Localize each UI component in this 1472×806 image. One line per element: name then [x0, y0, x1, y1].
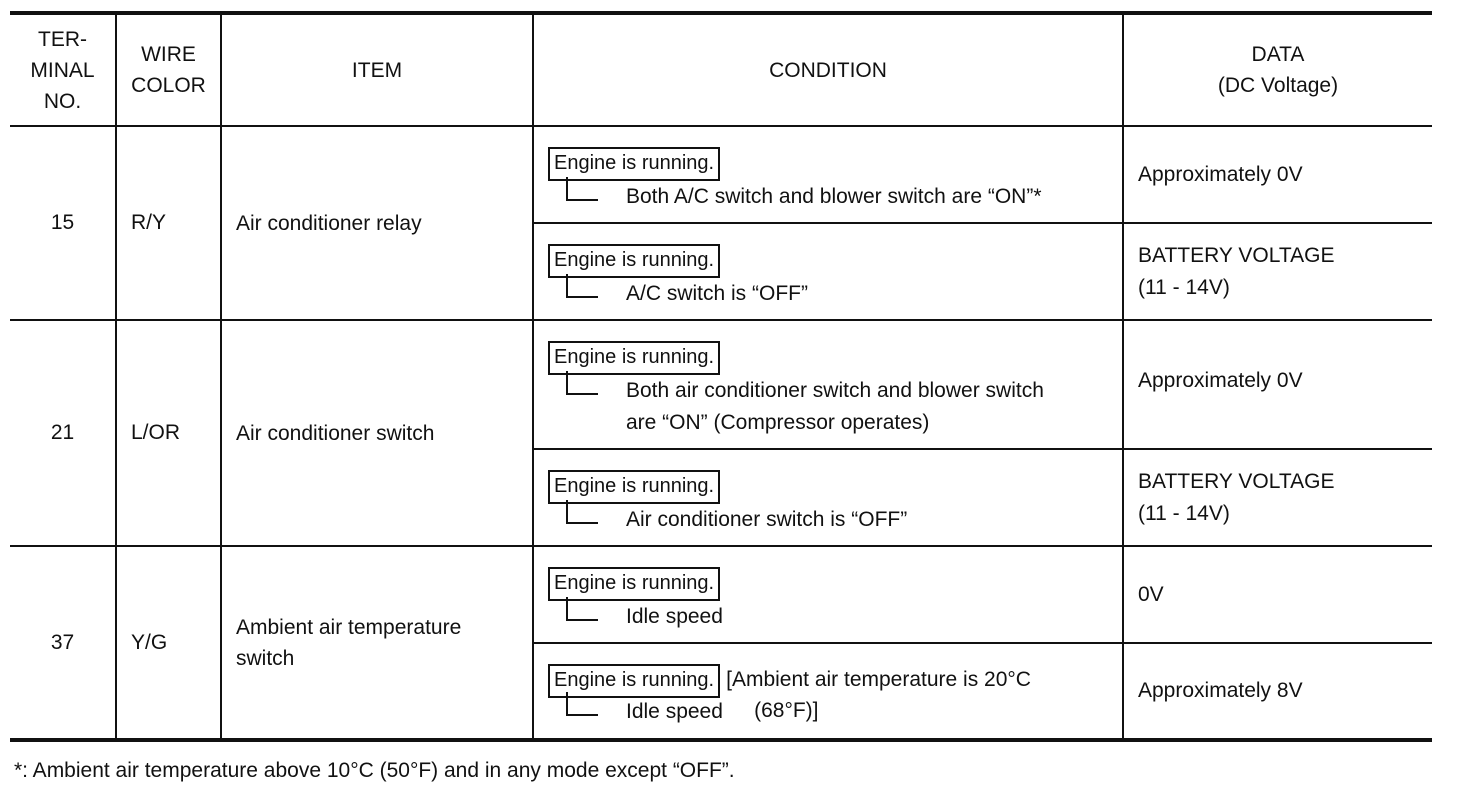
- data-value: [1123, 223, 1432, 320]
- header-item: ITEM: [221, 13, 533, 126]
- sub-condition-text: A/C switch is “OFF”: [626, 281, 808, 305]
- data-value-line: Approximately 0V: [1138, 162, 1303, 186]
- header-terminal-line-2: MINAL: [30, 58, 95, 82]
- header-wire-line-1: WIRE: [141, 43, 196, 66]
- item-name: [221, 546, 533, 740]
- terminal-number: 15: [10, 126, 116, 320]
- footnote: *: Ambient air temperature above 10°C (50°F) and in any mode except “OFF”.: [14, 759, 735, 782]
- data-value-line: BATTERY VOLTAGE: [1138, 469, 1335, 493]
- table-row: [10, 320, 1432, 449]
- data-value-line: (11 - 14V): [1138, 275, 1230, 299]
- header-wire-color: [116, 13, 221, 126]
- branch-connector-line: [566, 500, 598, 524]
- engine-running-box: Engine is running.: [548, 244, 720, 278]
- condition-cell: [533, 643, 1123, 740]
- wire-color: R/Y: [116, 126, 221, 320]
- header-wire-line-2: COLOR: [131, 74, 206, 97]
- terminal-number: 37: [10, 546, 116, 740]
- data-value: [1123, 546, 1432, 643]
- header-terminal-line-3: NO.: [43, 89, 82, 113]
- header-data-line-2: (DC Voltage): [1217, 74, 1339, 97]
- sub-condition-text: are “ON” (Compressor operates): [626, 410, 930, 434]
- sub-condition: [566, 696, 1122, 728]
- branch-connector-line: [566, 692, 598, 716]
- note-line: (68°F)]: [754, 699, 819, 722]
- condition-cell: [533, 126, 1123, 223]
- branch-connector-line: [566, 274, 598, 298]
- condition-cell: [533, 449, 1123, 546]
- sub-condition-text: Both air conditioner switch and blower switch: [626, 378, 1044, 402]
- terminal-spec-table: [10, 11, 1432, 742]
- sub-condition: [566, 601, 1122, 633]
- wire-color: L/OR: [116, 320, 221, 546]
- engine-running-box: Engine is running.: [548, 470, 720, 504]
- sub-condition-text: Idle speed: [626, 604, 723, 628]
- condition-cell: [533, 320, 1123, 449]
- data-value: [1123, 126, 1432, 223]
- header-data: [1123, 13, 1432, 126]
- sub-condition: [566, 181, 1122, 213]
- table-row: [10, 126, 1432, 223]
- wire-color: Y/G: [116, 546, 221, 740]
- sub-condition: [566, 278, 1122, 310]
- header-condition: CONDITION: [533, 13, 1123, 126]
- data-value: [1123, 449, 1432, 546]
- data-value: [1123, 643, 1432, 740]
- data-value-line: (11 - 14V): [1138, 501, 1230, 525]
- sub-condition-text: Both A/C switch and blower switch are “ON”*: [626, 184, 1042, 208]
- table-row: [10, 546, 1432, 643]
- data-value: [1123, 320, 1432, 449]
- engine-running-box: Engine is running.: [548, 664, 720, 698]
- sub-condition-text: Idle speed: [626, 700, 723, 723]
- data-value-line: Approximately 0V: [1138, 369, 1303, 392]
- item-name: Air conditioner switch: [221, 320, 533, 546]
- branch-connector-line: [566, 371, 598, 395]
- item-name: Air conditioner relay: [221, 126, 533, 320]
- condition-cell: [533, 546, 1123, 643]
- engine-running-box: Engine is running.: [548, 147, 720, 181]
- item-name-line: Ambient air temperature: [236, 615, 462, 639]
- header-terminal-line-1: TER-: [38, 27, 87, 51]
- branch-connector-line: [566, 597, 598, 621]
- sub-condition-text: Air conditioner switch is “OFF”: [626, 507, 908, 531]
- sub-condition: [566, 375, 1122, 439]
- sub-condition: [566, 504, 1122, 536]
- data-value-line: Approximately 8V: [1138, 679, 1303, 702]
- branch-connector-line: [566, 177, 598, 201]
- header-terminal-no: [10, 13, 116, 126]
- engine-running-box: Engine is running.: [548, 567, 720, 601]
- note-line: [Ambient air temperature is 20°C: [726, 668, 1031, 691]
- header-row: [10, 13, 1432, 126]
- engine-running-box: Engine is running.: [548, 341, 720, 375]
- item-name-line: switch: [236, 646, 295, 670]
- header-data-line-1: DATA: [1251, 43, 1305, 66]
- terminal-number: 21: [10, 320, 116, 546]
- data-value-line: 0V: [1138, 582, 1164, 606]
- data-value-line: BATTERY VOLTAGE: [1138, 243, 1335, 267]
- condition-cell: [533, 223, 1123, 320]
